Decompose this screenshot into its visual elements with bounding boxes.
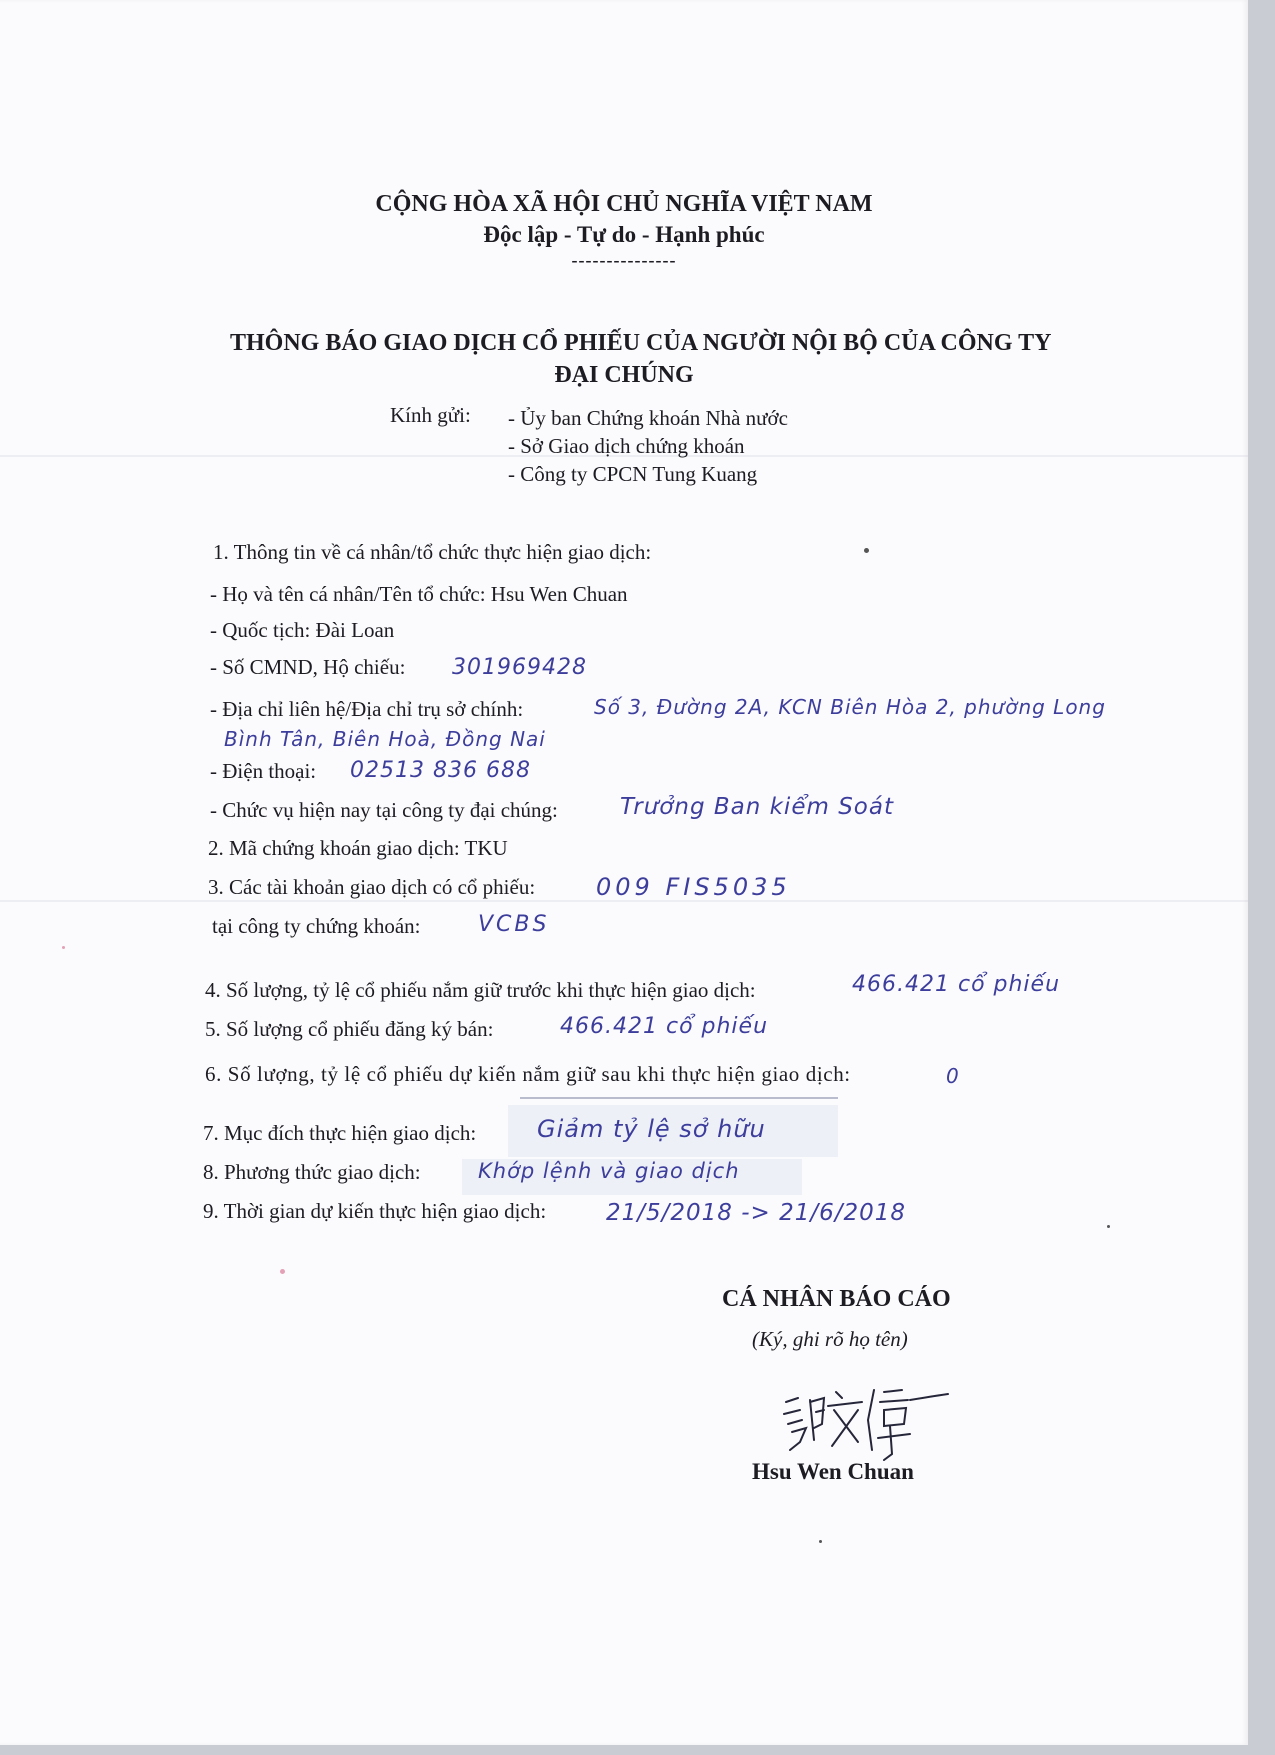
divider-line — [520, 1097, 838, 1099]
recipient-item: - Ủy ban Chứng khoán Nhà nước — [508, 406, 788, 430]
phone-label: - Điện thoại: — [210, 759, 317, 783]
id-label: - Số CMND, Hộ chiếu: — [210, 655, 406, 679]
holdings-before-label: 4. Số lượng, tỷ lệ cổ phiếu nắm giữ trước khi thực hiện giao dịch: — [205, 978, 756, 1002]
stock-code-field: 2. Mã chứng khoán giao dịch: TKU — [208, 836, 508, 860]
holdings-before-value: 466.421 cổ phiếu — [852, 972, 1061, 997]
ink-speck — [819, 1540, 822, 1543]
recipients-label: Kính gửi: — [390, 403, 471, 427]
shares-to-sell-value: 466.421 cổ phiếu — [560, 1014, 769, 1039]
ink-speck — [62, 946, 65, 949]
country-header: CỘNG HÒA XÃ HỘI CHỦ NGHĨA VIỆT NAM — [375, 191, 873, 217]
address-value-line2: Bình Tân, Biên Hoà, Đồng Nai — [224, 727, 546, 751]
holdings-after-label: 6. Số lượng, tỷ lệ cổ phiếu dự kiến nắm giữ sau khi thực hiện giao dịch: — [205, 1062, 851, 1086]
ink-speck — [280, 1269, 285, 1274]
address-label: - Địa chỉ liên hệ/Địa chỉ trụ sở chính: — [210, 697, 524, 721]
method-label: 8. Phương thức giao dịch: — [203, 1160, 421, 1184]
method-value: Khớp lệnh và giao dịch — [478, 1159, 740, 1183]
recipient-item: - Sở Giao dịch chứng khoán — [508, 434, 745, 458]
handwritten-signature — [780, 1380, 950, 1470]
signature-heading: CÁ NHÂN BÁO CÁO — [722, 1286, 951, 1312]
signature-instruction: (Ký, ghi rõ họ tên) — [752, 1327, 908, 1351]
phone-value: 02513 836 688 — [350, 758, 531, 783]
position-label: - Chức vụ hiện nay tại công ty đại chúng: — [210, 798, 558, 822]
document-title-line2: ĐẠI CHÚNG — [554, 362, 694, 388]
ink-speck — [1107, 1225, 1110, 1228]
name-field: - Họ và tên cá nhân/Tên tổ chức: Hsu Wen Chuan — [210, 582, 628, 606]
brokerage-label: tại công ty chứng khoán: — [212, 914, 421, 938]
timeframe-label: 9. Thời gian dự kiến thực hiện giao dịch: — [203, 1199, 547, 1223]
header-divider: --------------- — [571, 250, 677, 270]
purpose-label: 7. Mục đích thực hiện giao dịch: — [203, 1121, 477, 1145]
address-value-line1: Số 3, Đường 2A, KCN Biên Hòa 2, phường Long — [594, 695, 1106, 719]
timeframe-value: 21/5/2018 -> 21/6/2018 — [606, 1200, 907, 1226]
brokerage-value: VCBS — [478, 912, 550, 937]
section1-heading: 1. Thông tin về cá nhân/tổ chức thực hiện giao dịch: — [213, 540, 652, 564]
motto: Độc lập - Tự do - Hạnh phúc — [483, 222, 765, 247]
document-title-line1: THÔNG BÁO GIAO DỊCH CỔ PHIẾU CỦA NGƯỜI NỘI BỘ CỦA CÔNG TY — [230, 330, 1052, 356]
nationality-field: - Quốc tịch: Đài Loan — [210, 618, 395, 642]
accounts-label: 3. Các tài khoản giao dịch có cổ phiếu: — [208, 875, 536, 899]
recipient-item: - Công ty CPCN Tung Kuang — [508, 462, 758, 486]
accounts-value: 009 FIS5035 — [596, 873, 791, 901]
id-value: 301969428 — [452, 655, 587, 680]
purpose-value: Giảm tỷ lệ sở hữu — [537, 1115, 766, 1143]
holdings-after-value: 0 — [946, 1064, 960, 1088]
signer-name: Hsu Wen Chuan — [752, 1459, 914, 1484]
position-value: Trưởng Ban kiểm Soát — [620, 794, 894, 820]
ink-speck — [864, 548, 869, 553]
shares-to-sell-label: 5. Số lượng cổ phiếu đăng ký bán: — [205, 1017, 494, 1041]
